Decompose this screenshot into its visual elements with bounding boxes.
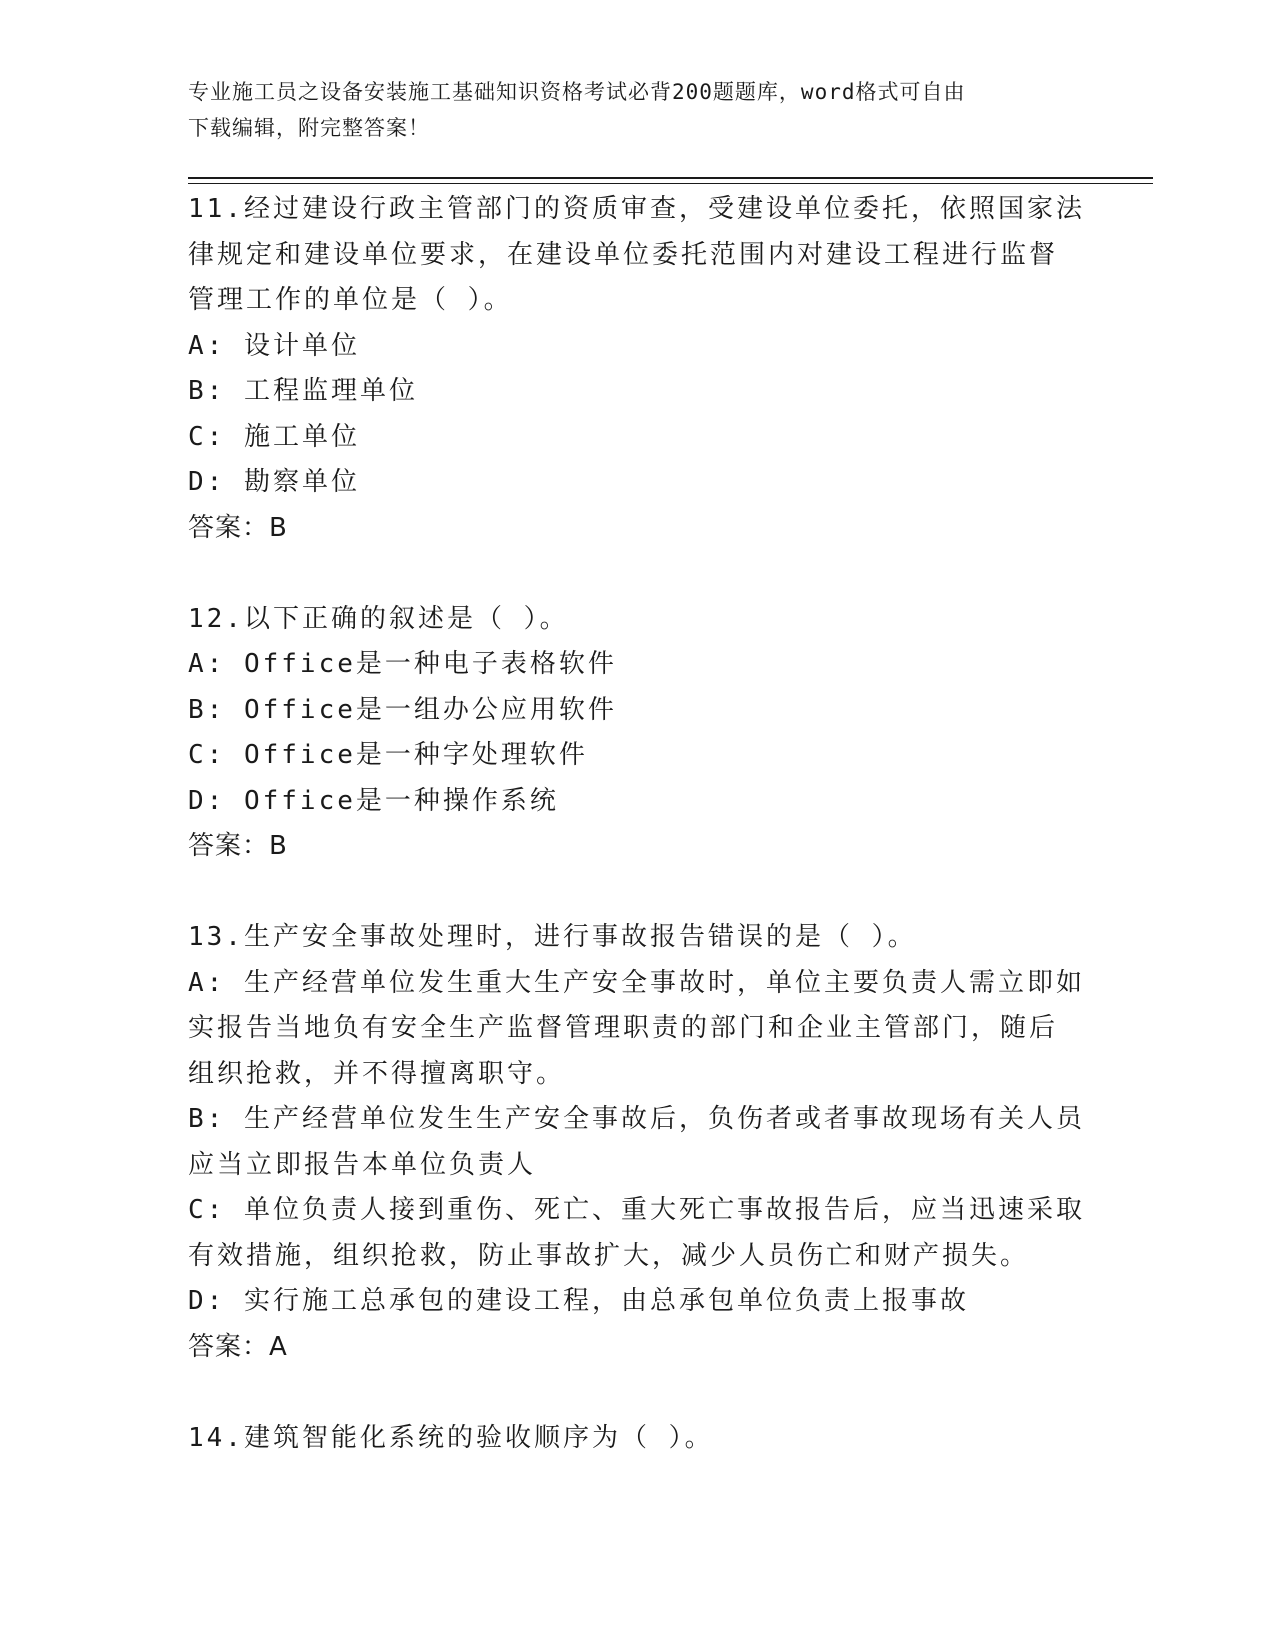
- answer-option-line: B: 工程监理单位: [188, 376, 418, 406]
- answer-key: 答案：B: [188, 831, 288, 861]
- question-text-line: 管理工作的单位是（ ）。: [188, 285, 513, 315]
- header-line-1: 专业施工员之设备安装施工基础知识资格考试必背200题题库，word格式可自由: [188, 80, 966, 104]
- document-header: [188, 74, 1088, 146]
- answer-option-line: 实报告当地负有安全生产监督管理职责的部门和企业主管部门，随后: [188, 1013, 1059, 1043]
- answer-option-line: B: 生产经营单位发生生产安全事故后，负伤者或者事故现场有关人员: [188, 1104, 1085, 1134]
- question-item: [188, 915, 1088, 1416]
- question-spacer: [188, 1370, 1088, 1416]
- question-text-line: 14.建筑智能化系统的验收顺序为（ ）。: [188, 1422, 714, 1453]
- question-text-line: 12.以下正确的叙述是（ ）。: [188, 603, 569, 634]
- answer-option-line: 组织抢救，并不得擅离职守。: [188, 1058, 566, 1089]
- answer-option-line: D: 实行施工总承包的建设工程，由总承包单位负责上报事故: [188, 1286, 969, 1316]
- question-spacer: [188, 870, 1088, 916]
- answer-option-line: A: Office是一种电子表格软件: [188, 649, 617, 679]
- question-text-line: 13.生产安全事故处理时，进行事故报告错误的是（ ）。: [188, 922, 917, 952]
- answer-option-line: C: 单位负责人接到重伤、死亡、重大死亡事故报告后，应当迅速采取: [188, 1195, 1085, 1225]
- answer-option-line: A: 设计单位: [188, 330, 360, 361]
- answer-option-line: C: 施工单位: [188, 421, 360, 452]
- question-text-line: 律规定和建设单位要求，在建设单位委托范围内对建设工程进行监督: [188, 239, 1059, 270]
- header-line-2: 下载编辑，附完整答案！: [188, 116, 430, 140]
- question-item: [188, 187, 1088, 597]
- answer-option-line: A: 生产经营单位发生重大生产安全事故时，单位主要负责人需立即如: [188, 967, 1085, 998]
- question-text-line: 11.经过建设行政主管部门的资质审查，受建设单位委托，依照国家法: [188, 194, 1085, 224]
- answer-key: 答案：A: [188, 1331, 288, 1362]
- question-list: [188, 187, 1088, 1461]
- answer-option-line: C: Office是一种字处理软件: [188, 740, 588, 770]
- answer-option-line: D: Office是一种操作系统: [188, 785, 559, 816]
- answer-key: 答案：B: [188, 512, 288, 543]
- question-item: [188, 1416, 1088, 1462]
- header-divider-thick: [188, 177, 1153, 179]
- answer-option-line: B: Office是一组办公应用软件: [188, 694, 617, 725]
- header-divider-thin: [188, 183, 1153, 184]
- answer-option-line: 应当立即报告本单位负责人: [188, 1149, 537, 1180]
- answer-option-line: 有效措施，组织抢救，防止事故扩大，减少人员伤亡和财产损失。: [188, 1240, 1030, 1271]
- question-item: [188, 597, 1088, 916]
- answer-option-line: D: 勘察单位: [188, 467, 360, 497]
- question-spacer: [188, 551, 1088, 597]
